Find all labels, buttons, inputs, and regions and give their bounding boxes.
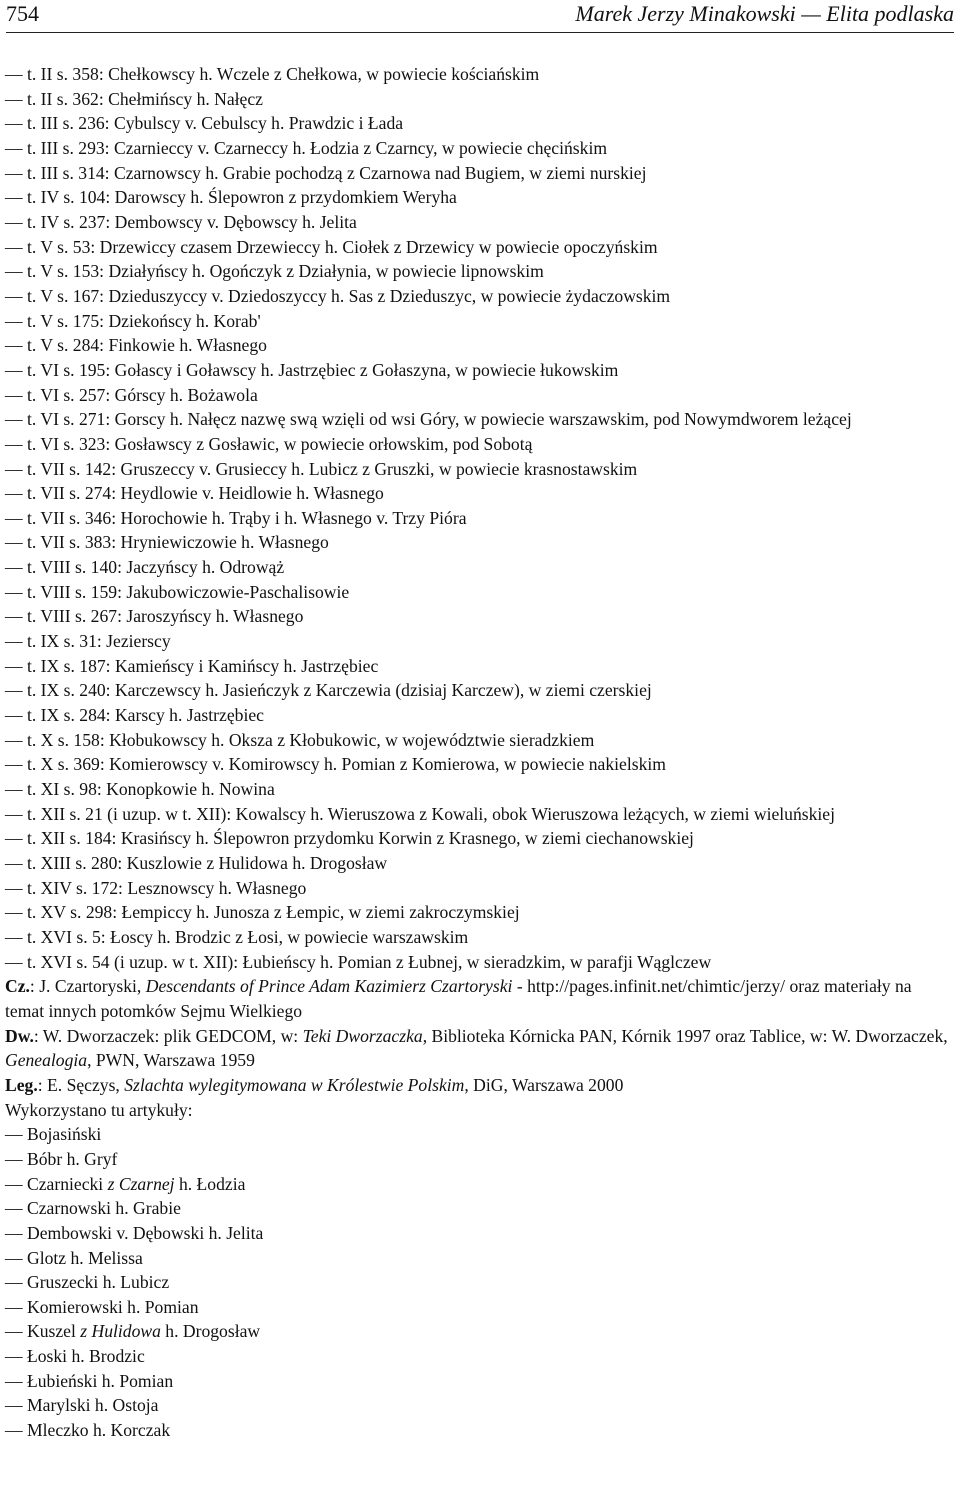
entry-line: — t. IV s. 237: Dembowscy v. Dębowscy h. Jelita xyxy=(5,211,357,232)
entry-line: — t. XVI s. 5: Łoscy h. Brodzic z Łosi, w powiecie warszawskim xyxy=(5,926,469,947)
reference-title: Descendants of Prince Adam Kazimierz Czartoryski xyxy=(145,976,513,997)
reference-dw xyxy=(5,1024,955,1073)
reference-text: : E. Sęczys, xyxy=(37,1074,125,1095)
reference-text: , Biblioteka Kórnicka PAN, Kórnik 1997 oraz Tablice, w: W. Dworzaczek, xyxy=(422,1025,948,1046)
article-item: — Bóbr h. Gryf xyxy=(5,1148,118,1169)
article-item: — Dembowski v. Dębowski h. Jelita xyxy=(5,1222,264,1243)
entry-line: — t. XIII s. 280: Kuszlowie z Hulidowa h. Drogosław xyxy=(5,853,388,873)
entry-line: — t. IX s. 240: Karczewscy h. Jasieńczyk z Karczewia (dzisiaj Karczew), w ziemi czerskiej xyxy=(5,680,652,701)
reference-title: Genealogia xyxy=(5,1050,88,1071)
entry-line: — t. III s. 236: Cybulscy v. Cebulscy h. Prawdzic i Łada xyxy=(5,113,404,134)
article-item: — Czarniecki z Czarnej h. Łodzia xyxy=(5,1173,246,1194)
reference-label: Leg. xyxy=(5,1074,38,1095)
entry-line: — t. XVI s. 54 (i uzup. w t. XII): Łubieńscy h. Pomian z Łubnej, w sieradzkim, w parafji Wąglczew xyxy=(5,951,712,972)
entry-line: — t. VI s. 323: Gosławscy z Gosławic, w powiecie orłowskim, pod Sobotą xyxy=(5,433,533,454)
entry-line: — t. VIII s. 267: Jaroszyńscy h. Własnego xyxy=(5,606,304,627)
entry-line: — t. VII s. 142: Gruszeccy v. Grusieccy h. Lubicz z Gruszki, w powiecie krasnostawskim xyxy=(5,458,638,479)
entry-line: — t. V s. 284: Finkowie h. Własnego xyxy=(5,335,267,356)
entry-line: — t. V s. 53: Drzewiccy czasem Drzewieccy h. Ciołek z Drzewicy w powiecie opoczyńskim xyxy=(5,236,658,257)
entry-line: — t. XII s. 184: Krasińscy h. Ślepowron przydomku Korwin z Krasnego, w ziemi ciechanowskiej xyxy=(5,828,694,849)
reference-leg xyxy=(5,1073,955,1098)
entry-line: — t. XIV s. 172: Lesznowscy h. Własnego xyxy=(5,877,307,898)
reference-text: - http://pages.infinit.net/chimtic/jerzy/ oraz materiały na temat innych potomków Sejmu Wielkiego xyxy=(5,976,912,1021)
entry-line: — t. V s. 167: Dzieduszyccy v. Dziedoszyccy h. Sas z Dzieduszyc, w powiecie żydaczowskim xyxy=(5,285,671,306)
article-item: — Gruszecki h. Lubicz xyxy=(5,1272,170,1293)
article-item: — Glotz h. Melissa xyxy=(5,1247,143,1268)
article-item: — Łoski h. Brodzic xyxy=(5,1346,145,1367)
entry-line: — t. XI s. 98: Konopkowie h. Nowina xyxy=(5,779,275,800)
reference-text: : J. Czartoryski, xyxy=(29,976,146,997)
entry-line: — t. II s. 358: Chełkowscy h. Wczele z Chełkowa, w powiecie kościańskim xyxy=(5,64,540,84)
reference-text: , PWN, Warszawa 1959 xyxy=(87,1050,255,1071)
entry-line: — t. IX s. 31: Jezierscy xyxy=(5,631,171,652)
entry-line: — t. III s. 293: Czarnieccy v. Czarneccy h. Łodzia z Czarncy, w powiecie chęcińskim xyxy=(5,137,608,158)
reference-title: Teki Dworzaczka xyxy=(302,1025,423,1046)
entry-line: — t. X s. 158: Kłobukowscy h. Oksza z Kłobukowic, w województwie sieradzkiem xyxy=(5,729,595,750)
entry-line: — t. X s. 369: Komierowscy v. Komirowscy h. Pomian z Komierowa, w powiecie nakielskim xyxy=(5,754,666,775)
reference-text: : W. Dworzaczek: plik GEDCOM, w: xyxy=(33,1025,303,1046)
entry-line: — t. VI s. 195: Gołascy i Goławscy h. Jastrzębiec z Gołaszyna, w powiecie łukowskim xyxy=(5,359,619,380)
reference-label: Dw. xyxy=(5,1025,34,1046)
entry-line: — t. VI s. 271: Gorscy h. Nałęcz nazwę swą wzięli od wsi Góry, w powiecie warszawskim, pod Nowymdworem leżącej xyxy=(5,409,852,430)
entry-line: — t. V s. 153: Działyńscy h. Ogończyk z Działynia, w powiecie lipnowskim xyxy=(5,261,544,282)
entry-line: — t. II s. 362: Chełmińscy h. Nałęcz xyxy=(5,88,263,109)
article-item: — Czarnowski h. Grabie xyxy=(5,1198,181,1219)
entry-line: — t. V s. 175: Dziekońscy h. Korab' xyxy=(5,310,261,331)
article-item: — Marylski h. Ostoja xyxy=(5,1395,159,1416)
entry-line: — t. III s. 314: Czarnowscy h. Grabie pochodzą z Czarnowa nad Bugiem, w ziemi nurskiej xyxy=(5,162,647,183)
entry-line: — t. IX s. 187: Kamieńscy i Kamińscy h. Jastrzębiec xyxy=(5,655,379,676)
entry-line: — t. VI s. 257: Górscy h. Bożawola xyxy=(5,384,258,405)
entry-line: — t. VII s. 383: Hryniewiczowie h. Własnego xyxy=(5,532,329,553)
header-rule xyxy=(6,32,954,33)
entry-line: — t. VII s. 346: Horochowie h. Trąby i h. Własnego v. Trzy Pióra xyxy=(5,507,467,528)
entry-line: — t. VII s. 274: Heydlowie v. Heidlowie h. Własnego xyxy=(5,483,384,504)
article-item: — Bojasiński xyxy=(5,1124,102,1145)
article-item: — Mleczko h. Korczak xyxy=(5,1420,171,1441)
entry-line: — t. VIII s. 140: Jaczyńscy h. Odrowąż xyxy=(5,557,285,578)
page-header xyxy=(6,0,954,32)
entry-line: — t. IX s. 284: Karscy h. Jastrzębiec xyxy=(5,705,264,726)
article-item: — Komierowski h. Pomian xyxy=(5,1296,199,1317)
entry-line: — t. VIII s. 159: Jakubowiczowie-Paschalisowie xyxy=(5,581,350,602)
reference-cz xyxy=(5,974,955,1023)
page-number: 754 xyxy=(6,1,39,26)
reference-title: Szlachta wylegitymowana w Królestwie Polskim xyxy=(124,1074,465,1095)
entry-line: — t. XII s. 21 (i uzup. w t. XII): Kowalscy h. Wieruszowa z Kowali, obok Wieruszowa leżących, w ziemi wieluńskiej xyxy=(5,803,835,824)
reference-text: , DiG, Warszawa 2000 xyxy=(464,1074,624,1095)
entry-line: — t. XV s. 298: Łempiccy h. Junosza z Łempic, w ziemi zakroczymskiej xyxy=(5,902,520,923)
entry-line: — t. IV s. 104: Darowscy h. Ślepowron z przydomkiem Weryha xyxy=(5,187,457,208)
running-title: Marek Jerzy Minakowski — Elita podlaska xyxy=(575,1,954,26)
article-item: — Łubieński h. Pomian xyxy=(5,1370,174,1391)
article-item: — Kuszel z Hulidowa h. Drogosław xyxy=(5,1321,261,1342)
reference-label: Cz. xyxy=(5,976,30,997)
document-body xyxy=(5,62,955,1443)
articles-heading: Wykorzystano tu artykuły: xyxy=(5,1099,193,1120)
